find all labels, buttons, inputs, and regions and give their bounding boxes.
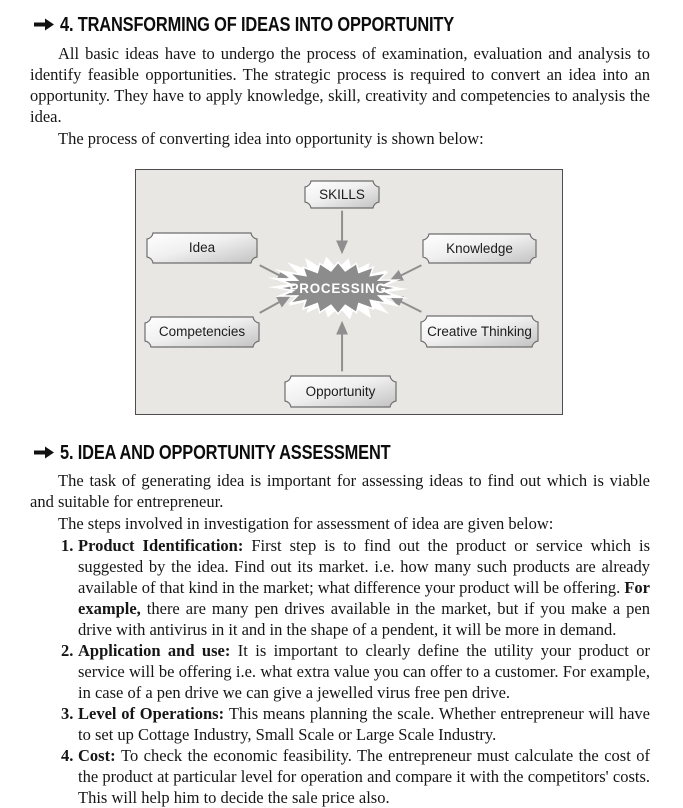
list-item-text: Product Identification: First step is to find out the product or service which is suggested by the idea. Find out its market. i.e. how many such products are already available of that kind in the market; what difference your product will be offering. For example, there are many pen drives available in the market, but if you make a pen drive with antivirus in it and in the shape of a pendent, it will be more in demand. bbox=[78, 536, 651, 640]
section-5-heading bbox=[34, 442, 650, 464]
arrow-competencies-to-processing bbox=[260, 296, 289, 312]
node-competencies bbox=[144, 316, 260, 348]
section-5-intro-line: The steps involved in investigation for assessment of idea are given below: bbox=[58, 514, 554, 534]
node-idea bbox=[146, 232, 258, 264]
list-item-number: 3. bbox=[61, 704, 74, 724]
list-item bbox=[61, 535, 650, 640]
list-item bbox=[61, 745, 650, 808]
list-item-number: 4. bbox=[61, 746, 74, 766]
node-knowledge-label: Knowledge bbox=[446, 240, 513, 256]
list-item-number: 1. bbox=[61, 536, 74, 556]
heading-arrow-icon bbox=[34, 446, 55, 459]
heading-arrow-icon bbox=[34, 18, 55, 31]
node-creative-thinking bbox=[420, 315, 539, 348]
list-item-text: Cost: To check the economic feasibility. The entrepreneur must calculate the cost of the product at particular level for operation and compare it with the competitors' costs. This will help him to decide the sale price also. bbox=[78, 746, 651, 808]
section-4-heading bbox=[34, 14, 650, 36]
section-4-heading-text: 4. TRANSFORMING OF IDEAS INTO OPPORTUNITY bbox=[60, 13, 455, 36]
idea-to-opportunity-diagram bbox=[135, 169, 563, 415]
list-item-text: Application and use: It is important to clearly define the utility your product or service will be offering i.e. what extra value you can offer to a customer. For example, in case of a pen drive we can give a jewelled virus free pen drive. bbox=[78, 641, 650, 703]
node-idea-label: Idea bbox=[188, 240, 216, 256]
node-skills-label: SKILLS bbox=[319, 186, 365, 202]
node-skills bbox=[304, 180, 380, 209]
list-item bbox=[61, 703, 650, 745]
node-opportunity-label: Opportunity bbox=[305, 383, 376, 399]
list-item bbox=[61, 640, 650, 703]
assessment-steps-list bbox=[61, 535, 650, 808]
section-4-paragraph: All basic ideas have to undergo the process of examination, evaluation and analysis to identify feasible opportunities. The strategic process is required to convert an idea into an opportunity. They have to apply knowledge, skill, creativity and competencies to analysis the idea. bbox=[30, 43, 650, 126]
node-competencies-label: Competencies bbox=[158, 324, 246, 340]
node-opportunity bbox=[284, 375, 397, 408]
list-item-number: 2. bbox=[61, 641, 74, 661]
node-creative-thinking-label: Creative Thinking bbox=[427, 323, 532, 339]
section-5-paragraph: The task of generating idea is important for assessing ideas to find out which is viable and suitable for entrepreneur. bbox=[30, 471, 650, 512]
arrow-knowledge-to-processing bbox=[392, 265, 422, 280]
section-5-heading-text: 5. IDEA AND OPPORTUNITY ASSESSMENT bbox=[60, 440, 391, 464]
node-knowledge bbox=[422, 233, 537, 264]
processing-label: PROCESSING bbox=[289, 280, 387, 296]
section-4-intro-line: The process of converting idea into opportunity is shown below: bbox=[58, 128, 484, 148]
list-item-text: Level of Operations: This means planning the scale. Whether entrepreneur will have to set up Cottage Industry, Small Scale or Large Scale Industry. bbox=[78, 704, 651, 745]
